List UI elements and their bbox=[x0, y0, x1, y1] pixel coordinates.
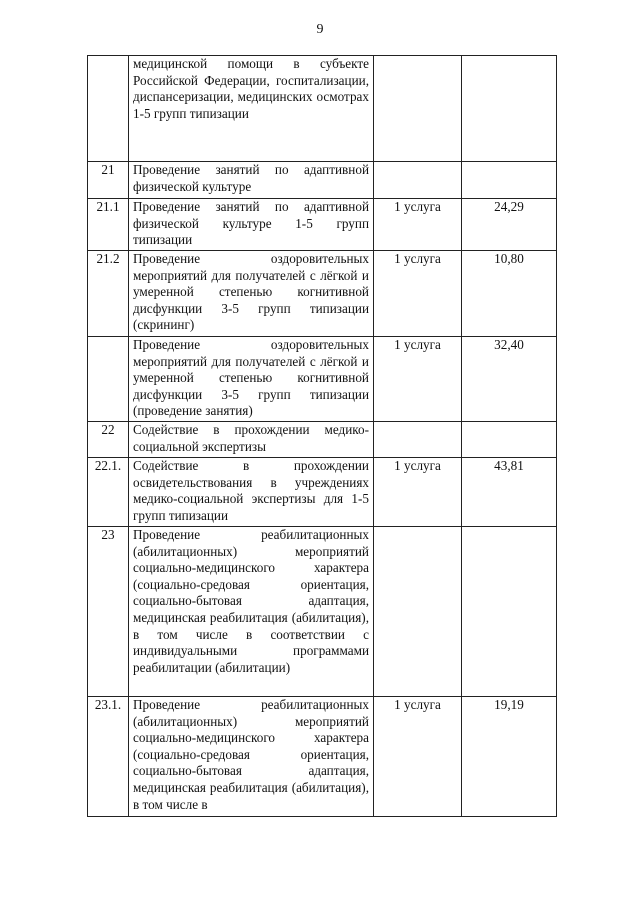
row-number: 23 bbox=[88, 527, 129, 697]
row-service-name: Проведение занятий по адаптивной физической культуре 1-5 групп типизации bbox=[129, 199, 374, 251]
table-row bbox=[88, 337, 557, 422]
row-unit: 1 услуга bbox=[374, 458, 462, 527]
row-unit bbox=[374, 162, 462, 199]
table-row bbox=[88, 199, 557, 251]
row-unit: 1 услуга bbox=[374, 199, 462, 251]
row-number: 21 bbox=[88, 162, 129, 199]
row-service-name: Содействие в прохождении медико-социальной экспертизы bbox=[129, 422, 374, 458]
row-price bbox=[462, 422, 557, 458]
row-price bbox=[462, 56, 557, 162]
row-service-name: Проведение занятий по адаптивной физической культуре bbox=[129, 162, 374, 199]
row-service-name: Содействие в прохождении освидетельствования в учреждениях медико-социальной экспертизы для 1-5 групп типизации bbox=[129, 458, 374, 527]
row-number: 22 bbox=[88, 422, 129, 458]
tariff-table bbox=[87, 55, 557, 817]
row-unit: 1 услуга bbox=[374, 697, 462, 817]
row-number: 21.1 bbox=[88, 199, 129, 251]
table-row bbox=[88, 422, 557, 458]
row-number bbox=[88, 56, 129, 162]
table-row bbox=[88, 458, 557, 527]
table-row bbox=[88, 251, 557, 337]
row-unit: 1 услуга bbox=[374, 251, 462, 337]
row-service-name: Проведение оздоровительных мероприятий для получателей с лёгкой и умеренной степенью когнитивной дисфункции 3-5 групп типизации (скрининг) bbox=[129, 251, 374, 337]
table-row bbox=[88, 56, 557, 162]
row-unit bbox=[374, 56, 462, 162]
row-price: 32,40 bbox=[462, 337, 557, 422]
row-service-name: Проведение реабилитационных (абилитационных) мероприятий социально-медицинского характера (социально-средовая ориентация, социально-бытовая адаптация, медицинская реабилитация (абилитация), в том числе в соответствии с индивидуальными программами реабилитации (абилитации) bbox=[129, 527, 374, 697]
row-price: 10,80 bbox=[462, 251, 557, 337]
row-unit bbox=[374, 527, 462, 697]
table-row bbox=[88, 697, 557, 817]
row-service-name: медицинской помощи в субъекте Российской Федерации, госпитализации, диспансеризации, медицинских осмотрах 1-5 групп типизации bbox=[129, 56, 374, 162]
row-number: 23.1. bbox=[88, 697, 129, 817]
page-number: 9 bbox=[316, 22, 324, 37]
row-unit: 1 услуга bbox=[374, 337, 462, 422]
row-service-name: Проведение оздоровительных мероприятий для получателей с лёгкой и умеренной степенью когнитивной дисфункции 3-5 групп типизации (проведение занятия) bbox=[129, 337, 374, 422]
table-row bbox=[88, 527, 557, 697]
table-row bbox=[88, 162, 557, 199]
row-unit bbox=[374, 422, 462, 458]
row-price: 24,29 bbox=[462, 199, 557, 251]
row-price bbox=[462, 527, 557, 697]
row-number bbox=[88, 337, 129, 422]
row-service-name: Проведение реабилитационных (абилитационных) мероприятий социально-медицинского характера (социально-средовая ориентация, социально-бытовая адаптация, медицинская реабилитация (абилитация), в том числе в bbox=[129, 697, 374, 817]
row-price: 43,81 bbox=[462, 458, 557, 527]
row-price: 19,19 bbox=[462, 697, 557, 817]
row-number: 22.1. bbox=[88, 458, 129, 527]
row-number: 21.2 bbox=[88, 251, 129, 337]
row-price bbox=[462, 162, 557, 199]
